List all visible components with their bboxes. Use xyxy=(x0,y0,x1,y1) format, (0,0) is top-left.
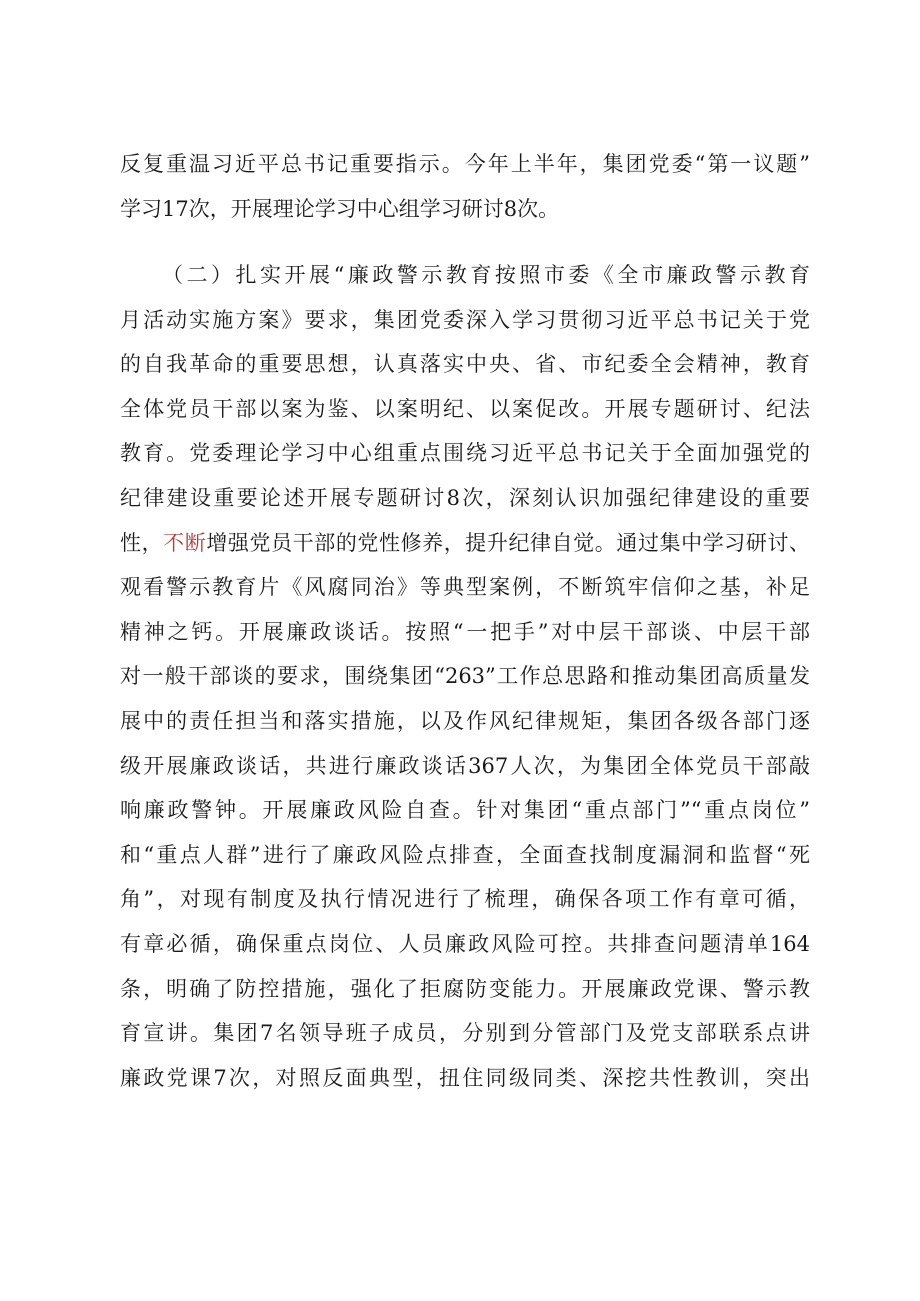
text-line: 观看警示教育片《风腐同治》等典型案例，不断筑牢信仰之基，补足 xyxy=(120,575,810,600)
text-line: 响廉政警钟。开展廉政风险自查。针对集团“重点部门”“重点岗位” xyxy=(120,798,810,823)
text-line: 条，明确了防控措施，强化了拒腐防变能力。开展廉政党课、警示教 xyxy=(120,976,810,1001)
text-fragment: 增强党员干部的党性修养，提升纪律自觉。通过集中学习研讨、 xyxy=(206,530,810,555)
text-line: 全体党员干部以案为鉴、以案明纪、以案促改。开展专题研讨、纪法 xyxy=(120,396,810,421)
text-line: 月活动实施方案》要求，集团党委深入学习贯彻习近平总书记关于党 xyxy=(120,307,810,332)
highlighted-text: 不断 xyxy=(163,530,207,555)
text-line: 级开展廉政谈话，共进行廉政谈话367人次，为集团全体党员干部敲 xyxy=(120,753,810,778)
text-line: 展中的责任担当和落实措施，以及作风纪律规矩，集团各级各部门逐 xyxy=(120,708,810,733)
text-line-with-highlight xyxy=(120,521,810,566)
text-line: 育宣讲。集团7名领导班子成员，分别到分管部门及党支部联系点讲 xyxy=(120,1021,810,1046)
text-line: 对一般干部谈的要求，围绕集团“263”工作总思路和推动集团高质量发 xyxy=(120,664,810,689)
text-line: 学习17次，开展理论学习中心组学习研讨8次。 xyxy=(120,196,560,221)
text-line: 教育。党委理论学习中心组重点围绕习近平总书记关于全面加强党的 xyxy=(120,441,810,466)
text-line: 角”，对现有制度及执行情况进行了梳理，确保各项工作有章可循， xyxy=(120,887,810,912)
text-line: 有章必循，确保重点岗位、人员廉政风险可控。共排查问题清单164 xyxy=(120,931,810,956)
paragraph-2 xyxy=(120,253,810,1100)
text-fragment: 性， xyxy=(120,530,164,555)
text-line: 和“重点人群”进行了廉政风险点排查，全面查找制度漏洞和监督“死 xyxy=(120,842,810,867)
section-heading-line: （二）扎实开展“廉政警示教育按照市委《全市廉政警示教育 xyxy=(162,263,810,287)
paragraph-1 xyxy=(120,142,810,231)
text-line: 精神之钙。开展廉政谈话。按照“一把手”对中层干部谈、中层干部 xyxy=(120,619,810,644)
text-line: 的自我革命的重要思想，认真落实中央、省、市纪委全会精神，教育 xyxy=(120,352,810,377)
text-line: 廉政党课7次，对照反面典型，扭住同级同类、深挖共性教训，突出 xyxy=(120,1065,810,1090)
text-line: 纪律建设重要论述开展专题研讨8次，深刻认识加强纪律建设的重要 xyxy=(120,485,810,510)
text-line: 反复重温习近平总书记重要指示。今年上半年，集团党委“第一议题” xyxy=(120,152,810,176)
